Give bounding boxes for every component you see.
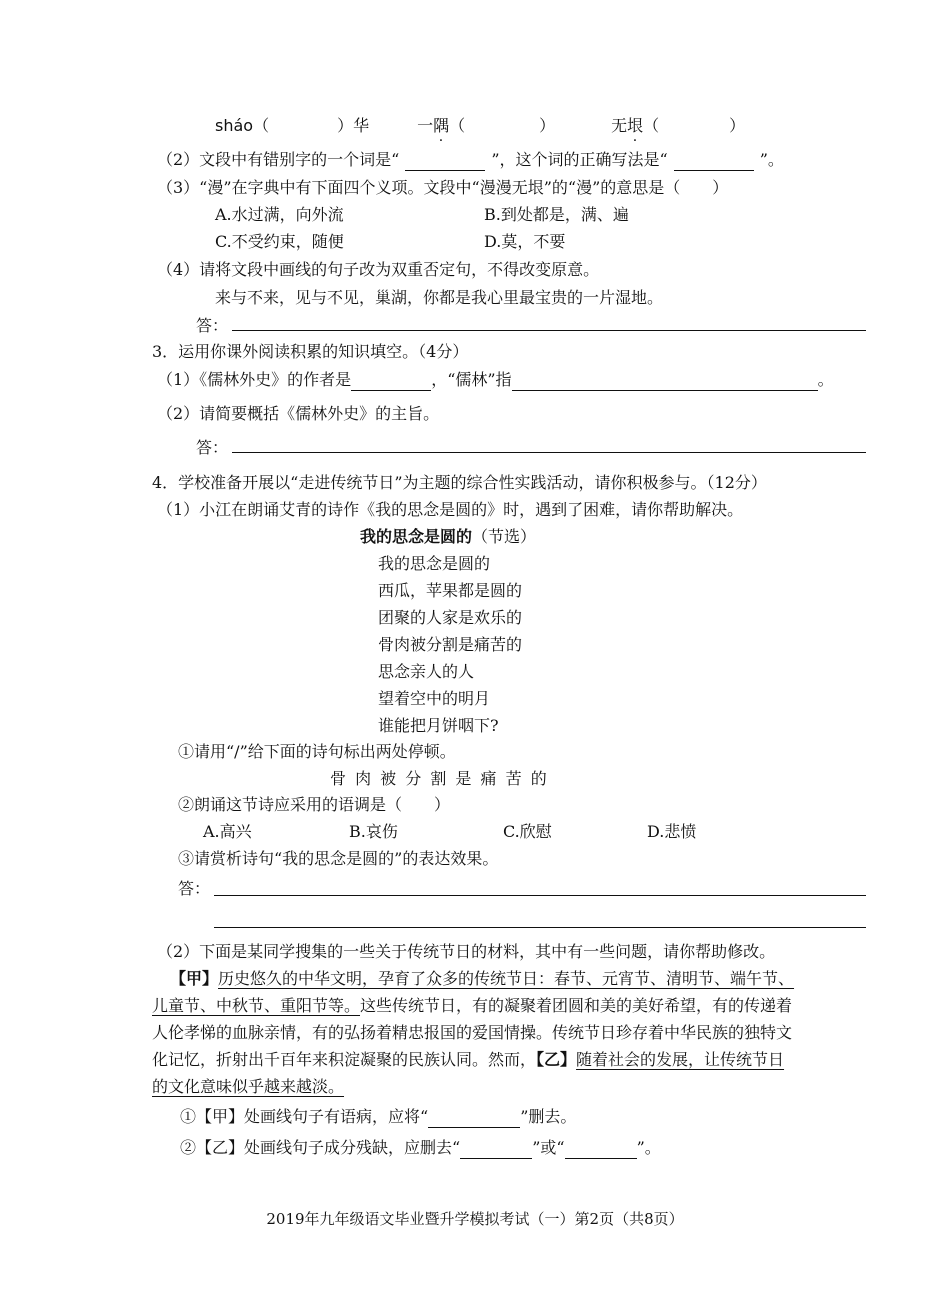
q2-part2: （2）文段中有错别字的一个词是“ ”，这个词的正确写法是“ ”。 [157, 150, 784, 169]
q3-part1: （1）《儒林外史》的作者是 ，“儒林”指 。 [157, 370, 834, 389]
q4-part2: （2）下面是某同学搜集的一些关于传统节日的材料，其中有一些问题，请你帮助修改。 [157, 942, 776, 961]
option-b: B.到处都是，满、遍 [484, 205, 629, 224]
option-c: C.不受约束，随便 [215, 232, 344, 251]
answer-label: 答： [178, 879, 211, 898]
rulin-meaning-blank[interactable] [512, 372, 818, 391]
delete-blank-2[interactable] [460, 1140, 532, 1159]
q2-part4: （4）请将文段中画线的句子改为双重否定句，不得改变原意。 [157, 260, 600, 279]
passage-line-4: 化记忆，折射出千百年来积淀凝聚的民族认同。然而，【乙】随着社会的发展，让传统节日 [152, 1050, 785, 1069]
answer-line[interactable] [232, 330, 866, 331]
pause-line[interactable]: 骨 肉 被 分 割 是 痛 苦 的 [330, 769, 549, 788]
poem-line: 西瓜，苹果都是圆的 [378, 581, 523, 600]
tone-option-c: C.欣慰 [503, 822, 552, 841]
q3-title: 3．运用你课外阅读积累的知识填空。（4分） [152, 342, 469, 361]
poem-line: 思念亲人的人 [378, 662, 475, 681]
poem-line: 团聚的人家是欢乐的 [378, 608, 523, 627]
tone-option-d: D.悲愤 [647, 822, 697, 841]
q2-part3: （3）“漫”在字典中有下面四个义项。文段中“漫漫无垠”的“漫”的意思是（ ） [157, 178, 729, 197]
poem-line: 望着空中的明月 [378, 689, 491, 708]
passage-line-3: 人伦孝悌的血脉亲情，有的弘扬着精忠报国的爱国情操。传统节日珍存着中华民族的独特文 [152, 1023, 793, 1042]
poem-line: 我的思念是圆的 [378, 554, 491, 573]
poem-line: 骨肉被分割是痛苦的 [378, 635, 523, 654]
option-a: A.水过满，向外流 [215, 205, 344, 224]
answer-label: 答： [196, 438, 229, 457]
subq1: ①请用“/”给下面的诗句标出两处停顿。 [178, 742, 456, 761]
passage-line-2: 儿童节、中秋节、重阳节等。这些传统节日，有的凝聚着团圆和美的美好希望，有的传递着 [152, 996, 793, 1015]
tone-option-b: B.哀伤 [349, 822, 398, 841]
option-d: D.莫，不要 [484, 232, 566, 251]
pinyin-row: sháo（ ）华 一隅（ · ） 无垠（ · ） [215, 115, 745, 137]
passage-line-1: 【甲】历史悠久的中华文明，孕育了众多的传统节日：春节、元宵节、清明节、端午节、 [170, 969, 795, 988]
q2-part4-sentence: 来与不来，见与不见，巢湖，你都是我心里最宝贵的一片湿地。 [215, 288, 664, 307]
answer-line[interactable] [214, 895, 866, 896]
q4-title: 4．学校准备开展以“走进传统节日”为主题的综合性实践活动，请你积极参与。（12分） [152, 473, 767, 492]
revision-2: ②【乙】处画线句子成分残缺，应删去“ ”或“ ”。 [180, 1138, 661, 1157]
poem-line: 谁能把月饼咽下? [378, 716, 499, 735]
page-footer: 2019年九年级语文毕业暨升学模拟考试（一）第2页（共8页） [266, 1210, 684, 1228]
delete-blank-3[interactable] [565, 1140, 637, 1159]
answer-label: 答： [196, 316, 229, 335]
author-blank[interactable] [351, 372, 431, 391]
revision-1: ①【甲】处画线句子有语病，应将“ ”删去。 [180, 1107, 577, 1126]
correct-word-blank[interactable] [674, 152, 754, 171]
tone-option-a: A.高兴 [203, 822, 252, 841]
subq2: ②朗诵这节诗应采用的语调是（ ） [178, 795, 451, 814]
passage-line-5: 的文化意味似乎越来越淡。 [152, 1077, 345, 1096]
poem-title: 我的思念是圆的（节选） [360, 527, 537, 546]
q3-part2: （2）请简要概括《儒林外史》的主旨。 [157, 404, 440, 423]
wrong-word-blank[interactable] [405, 152, 485, 171]
subq3: ③请赏析诗句“我的思念是圆的”的表达效果。 [178, 849, 499, 868]
answer-line[interactable] [214, 927, 866, 928]
answer-line[interactable] [232, 452, 866, 453]
q4-part1: （1）小江在朗诵艾青的诗作《我的思念是圆的》时，遇到了困难，请你帮助解决。 [157, 500, 744, 519]
delete-blank-1[interactable] [428, 1109, 520, 1128]
